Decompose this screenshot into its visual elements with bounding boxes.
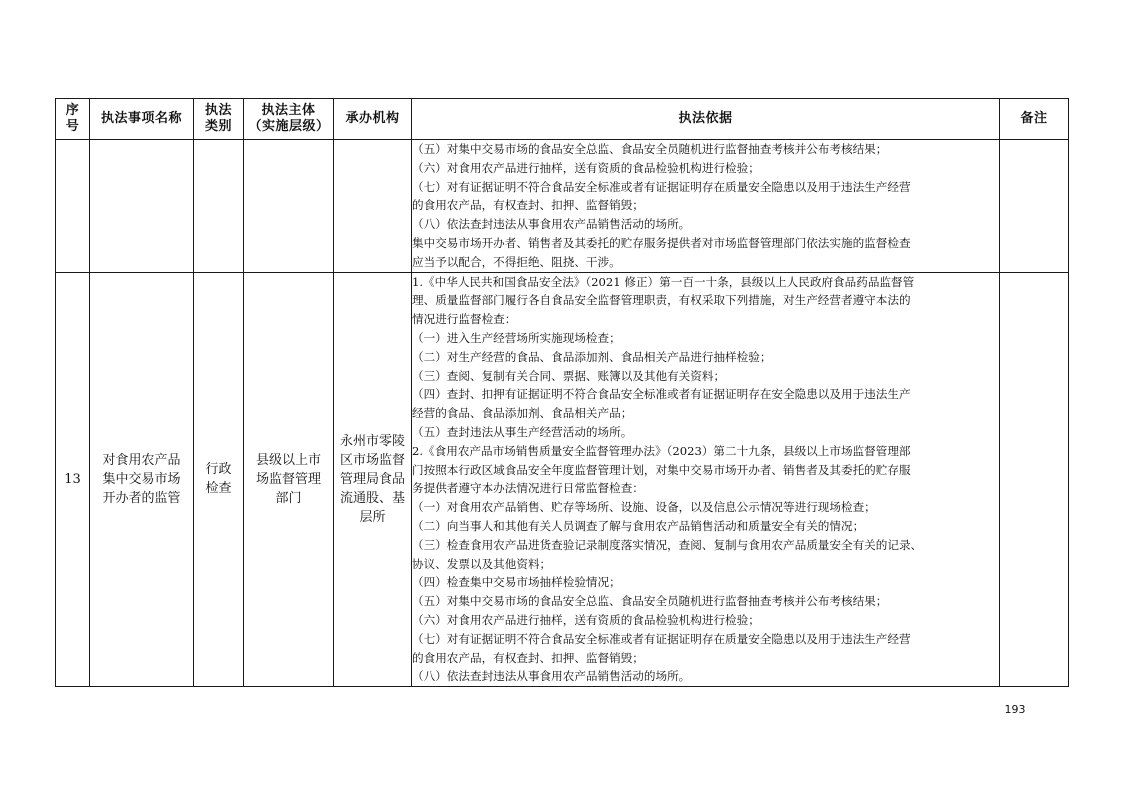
basis-line: （三）检查食用农产品进货查验记录制度落实情况，查阅、复制与食用农产品质量安全有关的记录、 — [412, 537, 923, 552]
cell-name: 对食用农产品集中交易市场开办者的监管 — [90, 272, 194, 687]
basis-line: （八）依法查封违法从事食用农产品销售活动的场所。 — [412, 669, 691, 684]
cell-dept-empty — [334, 140, 412, 273]
basis-line: （一）进入生产经营场所实施现场检查； — [412, 330, 621, 345]
basis-line: 应当予以配合，不得拒绝、阻挠、干涉。 — [412, 254, 621, 269]
basis-line: （七）对有证据证明不符合食品安全标准或者有证据证明存在质量安全隐患以及用于违法生产经营 — [412, 179, 911, 194]
header-category: 执法类别 — [194, 99, 244, 140]
basis-line: 2.《食用农产品市场销售质量安全监督管理办法》（2023）第二十九条，县级以上市场监督管理部 — [412, 443, 911, 458]
cell-category: 行政检查 — [194, 272, 244, 687]
law-enforcement-table — [55, 98, 1069, 687]
basis-line: （四）检查集中交易市场抽样检验情况； — [412, 575, 621, 590]
basis-line: （一）对食用农产品销售、贮存等场所、设施、设备，以及信息公示情况等进行现场检查； — [412, 500, 876, 515]
basis-line: （四）查封、扣押有证据证明不符合食品安全标准或者有证据证明存在安全隐患以及用于违法生产 — [412, 387, 911, 402]
cell-remark — [1000, 272, 1069, 687]
page-number: 193 — [1004, 703, 1026, 716]
cell-dept: 永州市零陵区市场监督管理局食品流通股、基层所 — [334, 272, 412, 687]
basis-line: 务提供者遵守本办法情况进行日常监督检查： — [412, 481, 644, 496]
cell-name-empty — [90, 140, 194, 273]
cell-subject-empty — [244, 140, 334, 273]
cell-subject: 县级以上市场监督管理部门 — [244, 272, 334, 687]
basis-line: 1.《中华人民共和国食品安全法》（2021 修正）第一百一十条，县级以上人民政府食品药品监督管 — [412, 274, 915, 289]
basis-line: 情况进行监督检查： — [412, 312, 517, 327]
cell-category-empty — [194, 140, 244, 273]
basis-line: 集中交易市场开办者、销售者及其委托的贮存服务提供者对市场监督管理部门依法实施的监督检查 — [412, 235, 911, 250]
basis-line: （八）依法查封违法从事食用农产品销售活动的场所。 — [412, 217, 691, 232]
basis-line: 经营的食品、食品添加剂、食品相关产品； — [412, 406, 633, 421]
cell-basis-continuation — [412, 140, 1000, 273]
cell-seq-empty — [56, 140, 90, 273]
basis-line: 协议、发票以及其他资料； — [412, 556, 552, 571]
table-row-continuation — [56, 140, 1069, 273]
basis-line: （五）查封违法从事生产经营活动的场所。 — [412, 424, 633, 439]
cell-basis — [412, 272, 1000, 687]
header-basis: 执法依据 — [412, 99, 1000, 140]
header-row — [56, 99, 1069, 140]
basis-line: （三）查阅、复制有关合同、票据、账簿以及其他有关资料； — [412, 368, 726, 383]
basis-line: （二）向当事人和其他有关人员调查了解与食用农产品销售活动和质量安全有关的情况； — [412, 518, 865, 533]
header-subject: 执法主体（实施层级） — [244, 99, 334, 140]
basis-line: 的食用农产品，有权查封、扣押、监督销毁； — [412, 650, 644, 665]
basis-line: （五）对集中交易市场的食品安全总监、食品安全员随机进行监督抽查考核并公布考核结果； — [412, 142, 888, 156]
basis-line: （五）对集中交易市场的食品安全总监、食品安全员随机进行监督抽查考核并公布考核结果； — [412, 594, 888, 609]
header-remark: 备注 — [1000, 99, 1069, 140]
basis-line: （二）对生产经营的食品、食品添加剂、食品相关产品进行抽样检验； — [412, 349, 772, 364]
header-name: 执法事项名称 — [90, 99, 194, 140]
basis-line: （七）对有证据证明不符合食品安全标准或者有证据证明存在质量安全隐患以及用于违法生产经营 — [412, 631, 911, 646]
header-seq: 序号 — [56, 99, 90, 140]
cell-seq: 13 — [56, 272, 90, 687]
table-row-13 — [56, 272, 1069, 687]
header-dept: 承办机构 — [334, 99, 412, 140]
cell-remark-empty — [1000, 140, 1069, 273]
basis-line: 理、质量监督部门履行各自食品安全监督管理职责，有权采取下列措施，对生产经营者遵守本法的 — [412, 293, 911, 308]
basis-line: 门按照本行政区域食品安全年度监督管理计划，对集中交易市场开办者、销售者及其委托的贮存服 — [412, 462, 911, 477]
basis-line: 的食用农产品，有权查封、扣押、监督销毁； — [412, 198, 644, 213]
basis-line: （六）对食用农产品进行抽样，送有资质的食品检验机构进行检验； — [412, 160, 760, 175]
basis-line: （六）对食用农产品进行抽样，送有资质的食品检验机构进行检验； — [412, 612, 760, 627]
